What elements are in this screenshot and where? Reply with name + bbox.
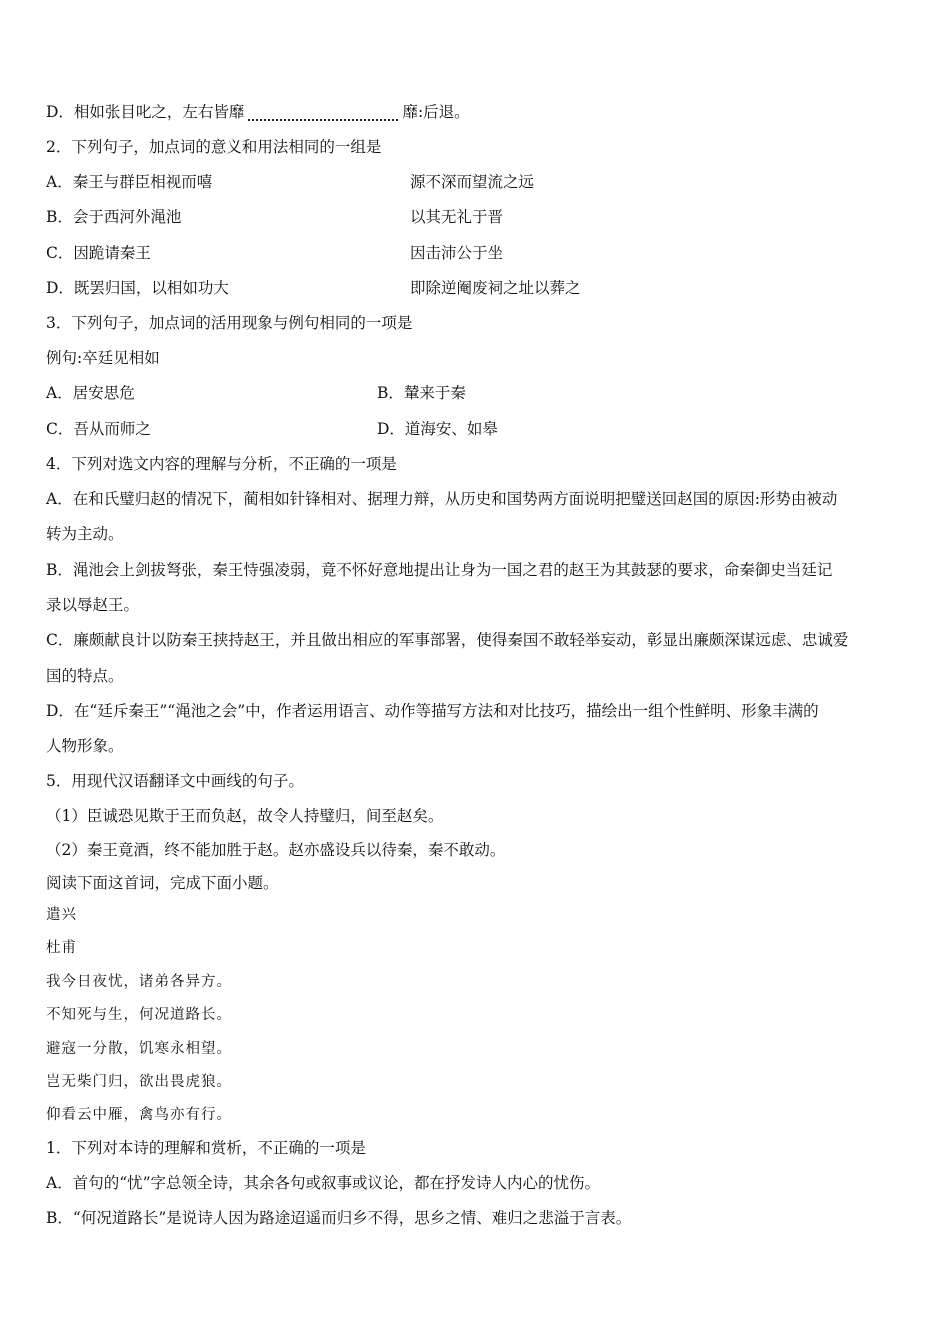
q2-option-c: C．因跪请秦王 <box>46 244 151 262</box>
q1-option-d <box>46 101 470 123</box>
q2-option-c-right: 因击沛公于坐 <box>410 244 504 262</box>
q3-stem: 3．下列句子，加点词的活用现象与例句相同的一项是 <box>46 314 413 332</box>
poem-verse: 我今日夜忧，诸弟各异方。 <box>46 974 232 990</box>
q3-option-a: A．居安思危 <box>46 384 135 402</box>
q4-stem: 4．下列对选文内容的理解与分析，不正确的一项是 <box>46 455 397 473</box>
q2-stem: 2．下列句子，加点词的意义和用法相同的一组是 <box>46 138 382 156</box>
poem-intro: 阅读下面这首词，完成下面小题。 <box>46 874 279 892</box>
poem-verse: 岂无柴门归，欲出畏虎狼。 <box>46 1074 232 1090</box>
q3-example: 例句:卒廷见相如 <box>46 349 160 367</box>
q3-option-c: C．吾从而师之 <box>46 420 151 438</box>
q5-item: （2）秦王竟酒，终不能加胜于赵。赵亦盛设兵以待秦，秦不敢动。 <box>46 841 506 859</box>
q2-option-a: A．秦王与群臣相视而嘻 <box>46 173 213 191</box>
q4-line: 人物形象。 <box>46 737 124 755</box>
q2-option-d-right: 即除逆阉废祠之址以葬之 <box>410 279 581 297</box>
q4-line: 转为主动。 <box>46 525 124 543</box>
q4-line: B．渑池会上剑拔弩张，秦王恃强凌弱，竟不怀好意地提出让身为一国之君的赵王为其鼓瑟的要求，命秦御史当廷记 <box>46 561 833 579</box>
poem-q1-option-b: B．“何况道路长”是说诗人因为路途迢遥而归乡不得，思乡之情、难归之悲溢于言表。 <box>46 1209 632 1227</box>
poem-verse: 仰看云中雁，禽鸟亦有行。 <box>46 1107 232 1123</box>
poem-q1-stem: 1．下列对本诗的理解和赏析，不正确的一项是 <box>46 1139 366 1157</box>
poem-title: 遣兴 <box>46 907 77 923</box>
q3-option-d: D．道海安、如皋 <box>377 420 498 438</box>
q4-line: D．在“廷斥秦王”“渑池之会”中，作者运用语言、动作等描写方法和对比技巧，描绘出一组个性鲜明、形象丰满的 <box>46 702 819 720</box>
q1-option-d-note: 靡:后退。 <box>402 103 470 121</box>
q4-line: 录以辱赵王。 <box>46 596 140 614</box>
q2-option-a-right: 源不深而望流之远 <box>410 173 535 191</box>
q2-option-d: D．既罢归国，以相如功大 <box>46 279 229 297</box>
q4-line: C．廉颇献良计以防秦王挟持赵王，并且做出相应的军事部署，使得秦国不敢轻举妄动，彰显出廉颇深谋远虑、忠诚爱 <box>46 631 849 649</box>
q2-option-b: B．会于西河外渑池 <box>46 208 182 226</box>
poem-author: 杜甫 <box>46 940 77 956</box>
q2-option-b-right: 以其无礼于晋 <box>410 208 504 226</box>
emphasis-dots <box>248 105 398 121</box>
q5-stem: 5．用现代汉语翻译文中画线的句子。 <box>46 772 304 790</box>
q4-line: A．在和氏璧归赵的情况下，蔺相如针锋相对、据理力辩，从历史和国势两方面说明把璧送回赵国的原因:形势由被动 <box>46 490 838 508</box>
q5-item: （1）臣诚恐见欺于王而负赵，故令人持璧归，间至赵矣。 <box>46 807 444 825</box>
q4-line: 国的特点。 <box>46 667 124 685</box>
poem-verse: 避寇一分散，饥寒永相望。 <box>46 1041 232 1057</box>
poem-verse: 不知死与生，何况道路长。 <box>46 1007 232 1023</box>
q1-option-d-text: D．相如张目叱之，左右皆靡 <box>46 103 245 121</box>
q3-option-b: B．輦来于秦 <box>377 384 466 402</box>
poem-q1-option-a: A．首句的“忧”字总领全诗，其余各句或叙事或议论，都在抒发诗人内心的忧伤。 <box>46 1174 601 1192</box>
